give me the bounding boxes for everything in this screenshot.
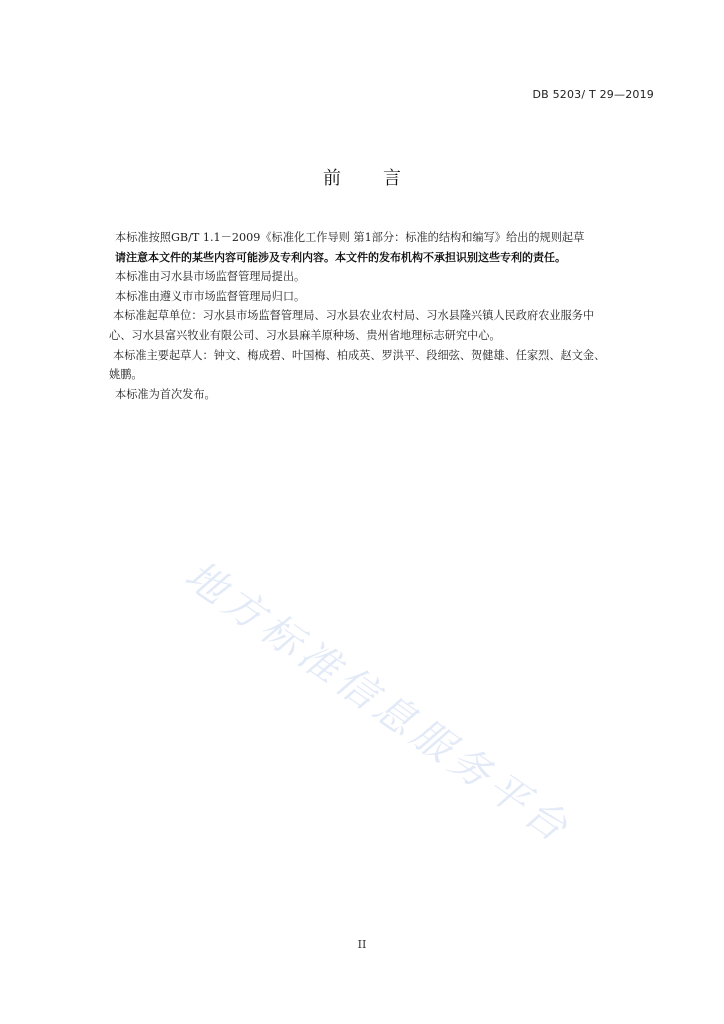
drafting-units-line-2: 心、习水县富兴牧业有限公司、习水县麻羊原种场、贵州省地理标志研究中心。	[109, 328, 501, 342]
foreword-body	[109, 228, 658, 404]
page-title: 前言	[323, 168, 443, 189]
drafting-units-paragraph	[109, 306, 658, 345]
administrator-paragraph: 本标准由遵义市市场监督管理局归口。	[115, 289, 306, 303]
document-number: DB 5203/ T 29—2019	[532, 88, 654, 101]
watermark: 地方标准信息服务平台	[176, 552, 580, 854]
first-release-paragraph: 本标准为首次发布。	[115, 387, 216, 401]
patent-notice-paragraph: 请注意本文件的某些内容可能涉及专利内容。本文件的发布机构不承担识别这些专利的责任。	[115, 250, 566, 264]
drafting-units-line-1: 本标准起草单位：习水县市场监督管理局、习水县农业农村局、习水县隆兴镇人民政府农业服务中	[113, 309, 595, 323]
drafters-line-1: 本标准主要起草人：钟文、梅成碧、叶国梅、柏成英、罗洪平、段细弦、贺健雄、任家烈、赵文金、	[113, 348, 606, 362]
page-number: II	[357, 938, 367, 951]
drafting-rules-paragraph: 本标准按照GB/T 1.1－2009《标准化工作导则 第1部分：标准的结构和编写》给出的规则起草	[115, 231, 585, 244]
drafters-paragraph	[109, 346, 658, 385]
proposer-paragraph: 本标准由习水县市场监督管理局提出。	[115, 270, 306, 284]
drafters-line-2: 姚鹏。	[109, 368, 143, 382]
